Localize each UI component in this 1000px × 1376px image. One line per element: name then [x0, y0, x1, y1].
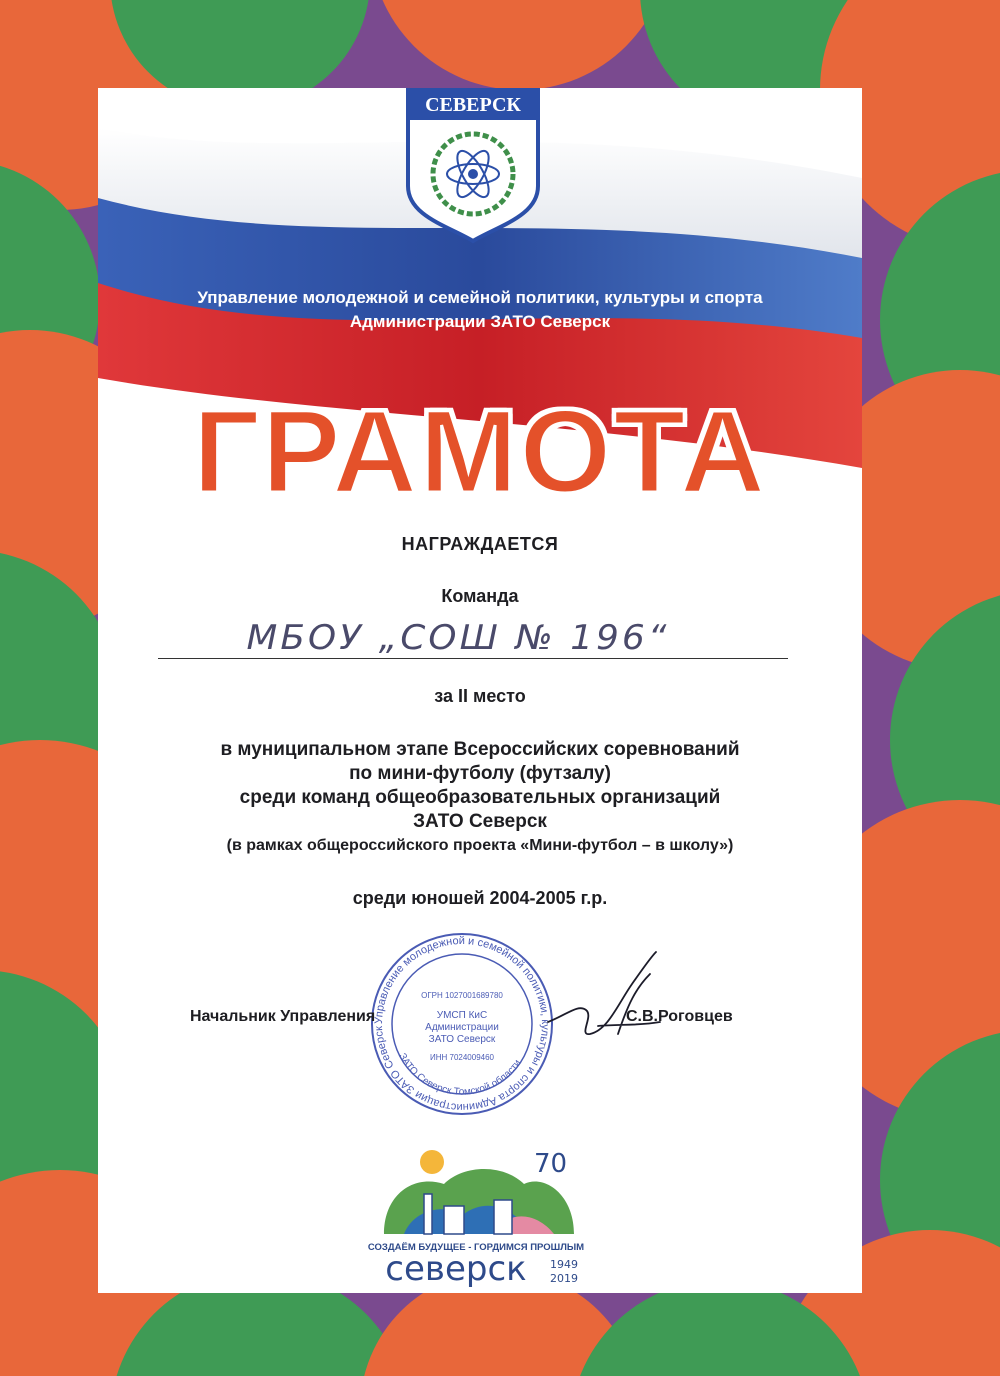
- footer-year-end: 2019: [550, 1272, 578, 1285]
- signatory-name: С.В.Роговцев: [626, 1008, 733, 1025]
- stamp-center-line-3: ЗАТО Северск: [428, 1034, 496, 1045]
- department-name: [98, 286, 862, 334]
- stamp-bottom-text: ЗАТО Северск Томской области: [396, 1051, 524, 1098]
- emblem-city-text: СЕВЕРСК: [425, 94, 521, 116]
- official-stamp: [366, 928, 558, 1120]
- description-line-3: среди команд общеобразовательных организаций: [239, 787, 721, 808]
- handwritten-signature: [538, 944, 668, 1054]
- awarded-label: НАГРАЖДАЕТСЯ: [401, 534, 559, 554]
- footer-year-start: 1949: [550, 1258, 578, 1271]
- anniversary-number: 70: [534, 1149, 568, 1179]
- stamp-center-line-1: УМСП КиС: [436, 1010, 488, 1021]
- footer-slogan: СОЗДАЁМ БУДУЩЕЕ - ГОРДИМСЯ ПРОШЛЫМ: [367, 1242, 585, 1253]
- certificate-sheet: [98, 88, 862, 1293]
- competition-description: [98, 738, 862, 858]
- stamp-ogrn: ОГРН 1027001689780: [421, 991, 503, 1000]
- description-line-1: в муниципальном этапе Всероссийских соревнований: [220, 739, 740, 760]
- stamp-center-line-2: Администрации: [425, 1022, 499, 1033]
- seversk-70-anniversary-logo: [344, 1134, 608, 1293]
- footer-city: северск: [385, 1249, 527, 1289]
- team-label: Команда: [441, 586, 519, 606]
- department-line-1: Управление молодежной и семейной политики, культуры и спорта: [197, 288, 763, 307]
- age-group: среди юношей 2004-2005 г.р.: [352, 888, 608, 908]
- certificate-title: ГРАМОТА: [192, 386, 768, 518]
- seversk-coat-of-arms: [398, 88, 548, 246]
- stamp-outer-text: Управление молодежной и семейной политики, культуры и спорта Администрации ЗАТО Северск: [372, 934, 552, 1114]
- description-line-5: (в рамках общероссийского проекта «Мини-футбол – в школу»): [226, 837, 734, 854]
- place-text: за II место: [434, 686, 526, 706]
- description-line-4: ЗАТО Северск: [413, 811, 547, 832]
- stamp-inn: ИНН 7024009460: [429, 1053, 495, 1062]
- team-name-handwritten: МБОУ „СОШ № 196“: [246, 618, 670, 658]
- department-line-2: Администрации ЗАТО Северск: [349, 312, 611, 331]
- description-line-2: по мини-футболу (футзалу): [349, 763, 611, 784]
- team-underline: [158, 658, 788, 659]
- signatory-position: Начальник Управления: [190, 1008, 376, 1025]
